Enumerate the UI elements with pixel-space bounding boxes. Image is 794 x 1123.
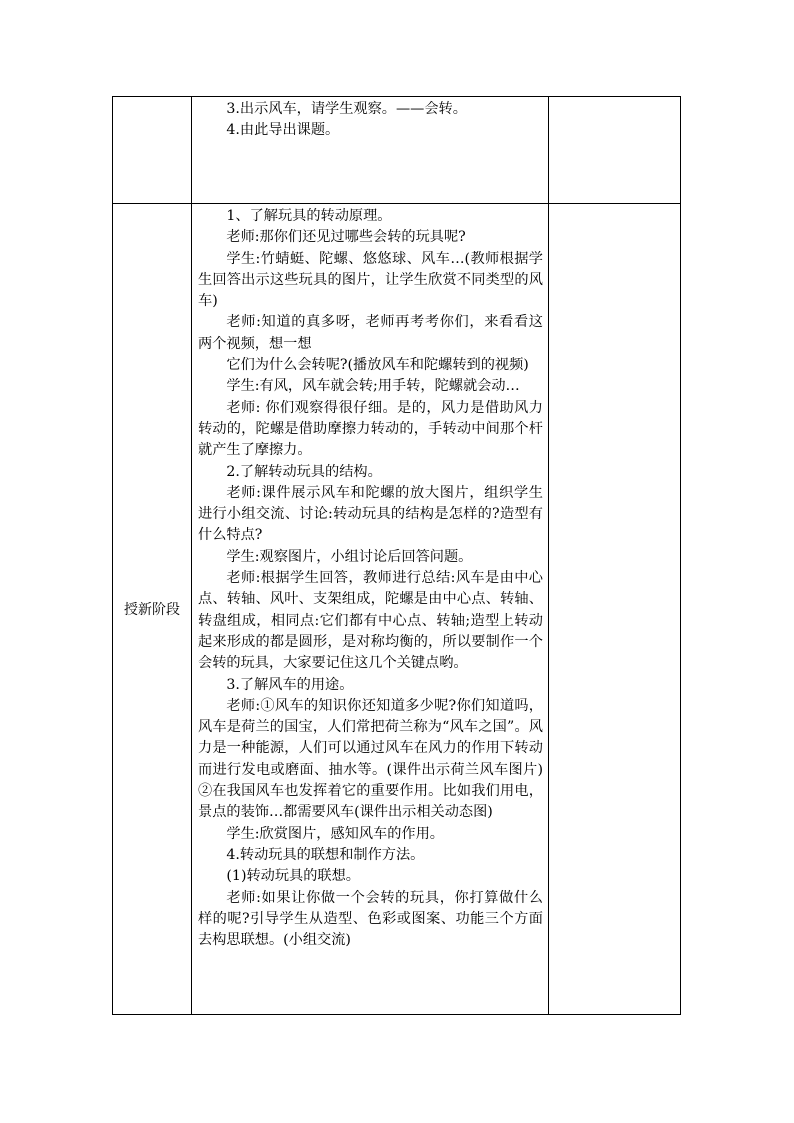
new-lesson-notes-cell [549,204,681,1015]
lesson-paragraph: 老师:如果让你做一个会转的玩具，你打算做什么样的呢?引导学生从造型、色彩或图案、功能三个方面去构思联想。(小组交流) [198,889,543,949]
lesson-paragraph: 老师:根据学生回答，教师进行总结:风车是由中心点、转轴、风叶、支架组成，陀螺是由中心点、转轴、转盘组成，相同点:它们都有中心点、转轴;造型上转动起来形成的都是圆形，是对称均衡的，所以要制作一个会转的玩具，大家要记住这几个关键点哟。 [198,570,543,672]
intro-content-cell [192,97,549,204]
lesson-paragraph: 学生:有风，风车就会转;用手转，陀螺就会动… [226,378,520,395]
intro-stage-cell [113,97,192,204]
new-lesson-stage-label: 授新阶段 [113,204,192,1015]
lesson-paragraph: 老师:那你们还见过哪些会转的玩具呢? [226,229,466,246]
new-lesson-content-cell [192,204,549,1015]
intro-notes-cell [549,97,681,204]
new-lesson-row [113,204,681,1015]
lesson-plan-table [112,96,681,1015]
lesson-paragraph: 老师:知道的真多呀，老师再考考你们，来看看这两个视频，想一想 [198,314,543,352]
intro-paragraph: 3.出示风车，请学生观察。——会转。 [226,101,467,117]
lesson-paragraph: 它们为什么会转呢?(播放风车和陀螺转到的视频) [226,357,529,374]
lesson-paragraph: 2.了解转动玩具的结构。 [226,463,382,480]
lesson-paragraph: (1)转动玩具的联想。 [226,868,360,885]
lesson-paragraph: 1、了解玩具的转动原理。 [226,208,392,224]
lesson-paragraph: 学生:竹蜻蜓、陀螺、悠悠球、风车…(教师根据学生回答出示这些玩具的图片，让学生欣赏不同类型的风车) [198,250,543,310]
lesson-paragraph: 老师:课件展示风车和陀螺的放大图片，组织学生进行小组交流、讨论:转动玩具的结构是怎样的?造型有什么特点? [198,484,543,544]
lesson-paragraph: 学生:欣赏图片，感知风车的作用。 [226,825,444,842]
intro-paragraph: 4.由此导出课题。 [226,122,340,139]
intro-row [113,97,681,204]
lesson-paragraph: 老师: 你们观察得很仔细。是的，风力是借助风力转动的，陀螺是借助摩擦力转动的，手转动中间那个杆就产生了摩擦力。 [198,399,543,459]
lesson-paragraph: 学生:观察图片，小组讨论后回答问题。 [226,548,473,565]
lesson-paragraph: 3.了解风车的用途。 [226,676,354,693]
lesson-paragraph: 4.转动玩具的联想和制作方法。 [226,846,425,863]
lesson-paragraph: 老师:①风车的知识你还知道多少呢?你们知道吗，风车是荷兰的国宝，人们常把荷兰称为“风车之国”。风力是一种能源，人们可以通过风车在风力的作用下转动而进行发电或磨面、抽水等。(课件出示荷兰风车图片)②在我国风车也发挥着它的重要作用。比如我们用电，景点的装饰…都需要风车(课件出示相关动态图) [198,697,543,821]
